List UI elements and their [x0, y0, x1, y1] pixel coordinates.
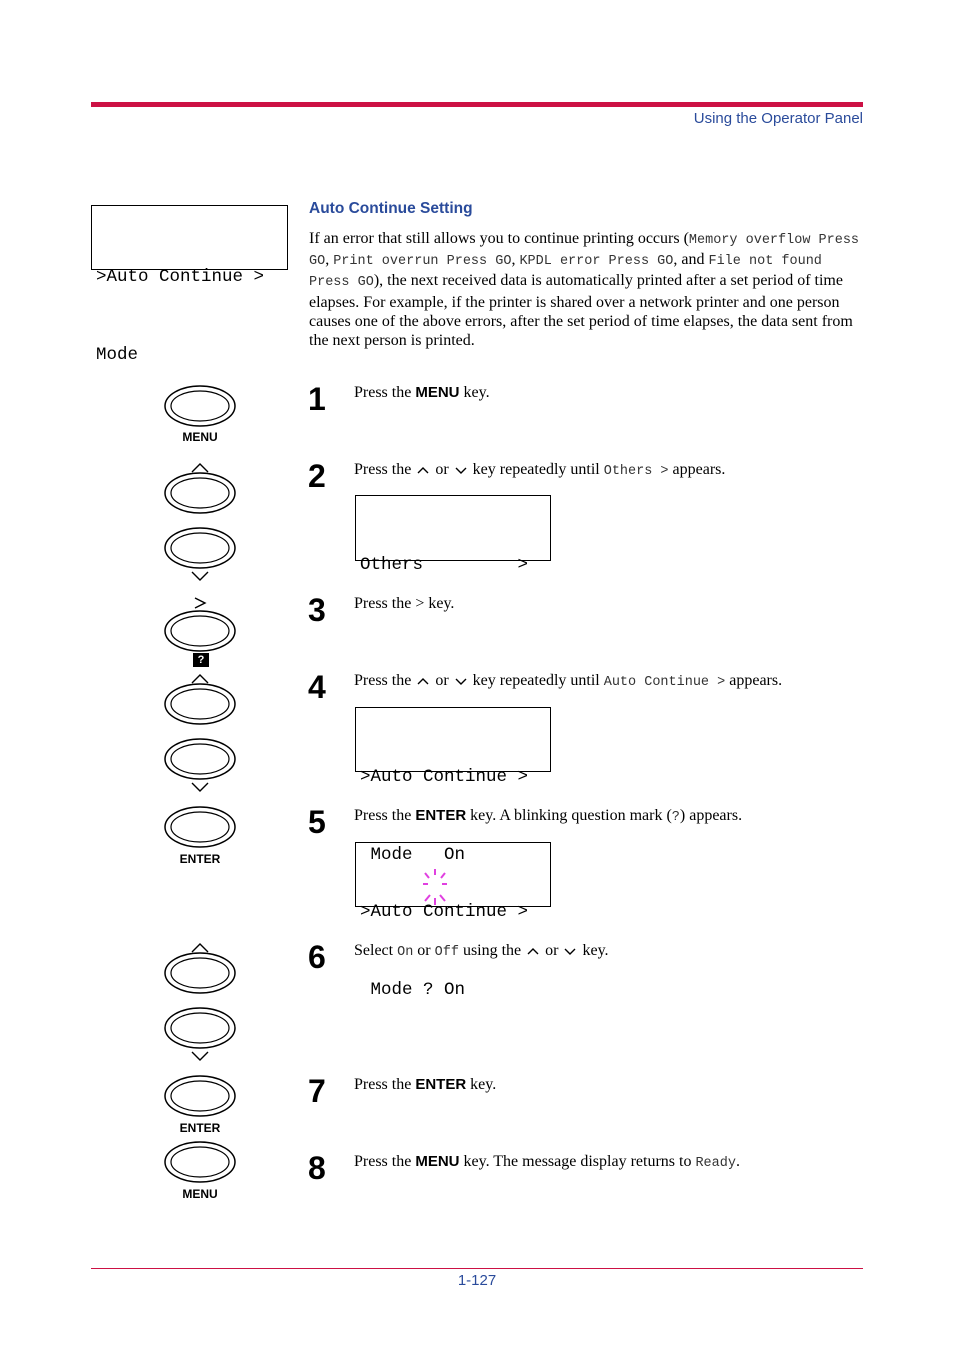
right-arrow-icon [192, 596, 208, 610]
step-number: 3 [308, 592, 326, 628]
step-text-part: Select [354, 942, 398, 959]
page-number: 1-127 [457, 1272, 497, 1289]
error-message-code: File not found Press GO [309, 254, 822, 291]
display-line-1: Others > [360, 555, 529, 575]
intro-text: , [511, 251, 520, 269]
up-key[interactable] [164, 683, 236, 725]
display-line-2: Mode On [360, 845, 466, 865]
step-text-part: Press the [354, 461, 416, 478]
display-line-1: >Auto Continue > [360, 767, 529, 787]
right-key[interactable] [164, 610, 236, 652]
display-others [355, 495, 551, 575]
display-line-2: Mode [96, 345, 139, 365]
step-text-part: using the [458, 942, 526, 959]
step-number: 2 [308, 458, 326, 494]
display-message-code: ? [671, 810, 680, 825]
menu-key-label: MENU [182, 1187, 218, 1201]
step-text: Press the > key. [354, 595, 455, 612]
question-key-badge: ? [193, 653, 209, 667]
step-text [354, 460, 725, 482]
display-message-code: Others > [603, 464, 669, 479]
down-arrow-icon [190, 781, 210, 793]
display-line-1: >Auto Continue > [96, 267, 265, 287]
down-arrow-icon [453, 464, 469, 476]
step-text-part: Press the [354, 672, 416, 689]
header-rule [91, 102, 863, 107]
step-text-part: or [431, 461, 453, 478]
display-line-2: Mode ? On [360, 980, 466, 1000]
step-number: 4 [308, 669, 326, 705]
footer-rule [91, 1268, 863, 1269]
down-arrow-icon [190, 1050, 210, 1062]
menu-key[interactable] [164, 385, 236, 427]
up-key[interactable] [164, 472, 236, 514]
key-name: ENTER [415, 807, 467, 824]
step-text [354, 383, 490, 403]
sidebar-display [91, 205, 288, 365]
option-on-code: On [397, 945, 414, 960]
step-text-part: Press the [354, 384, 416, 401]
section-title: Auto Continue Setting [309, 200, 473, 217]
step-text-part: appears. [725, 672, 783, 689]
step-text-part: or [541, 942, 563, 959]
step-number: 7 [308, 1073, 326, 1109]
step-text-part: or [413, 942, 435, 959]
up-arrow-icon [415, 464, 431, 476]
key-name: ENTER [415, 1076, 467, 1093]
step-text-part: key. [578, 942, 609, 959]
down-arrow-icon [190, 570, 210, 582]
step-text-part: key. [466, 1076, 497, 1093]
step-text-part: ) appears. [679, 807, 743, 824]
step-text-part: appears. [668, 461, 726, 478]
step-text-part: Press the [354, 1076, 416, 1093]
display-message-code: Ready [695, 1156, 736, 1171]
down-arrow-icon [453, 675, 469, 687]
step-text-part: Press the [354, 1153, 416, 1170]
intro-text: , and [673, 251, 709, 269]
step-number: 1 [308, 381, 326, 417]
down-key[interactable] [164, 738, 236, 780]
error-message-code: Print overrun Press GO [333, 254, 512, 270]
step-text-part: key. A blinking question mark ( [466, 807, 672, 824]
step-text [354, 1075, 496, 1095]
intro-text: If an error that still allows you to continue printing occurs ( [309, 230, 689, 247]
step-text [354, 671, 782, 693]
up-key[interactable] [164, 952, 236, 994]
step-text-part: or [431, 672, 453, 689]
up-arrow-icon [525, 945, 541, 957]
down-key[interactable] [164, 1007, 236, 1049]
display-message-code: Auto Continue > [603, 675, 726, 690]
running-header: Using the Operator Panel [693, 110, 863, 127]
step-text [354, 1152, 740, 1174]
display-line-1: >Auto Continue > [360, 902, 529, 922]
enter-key[interactable] [164, 806, 236, 848]
step-text-part: key. The message display returns to [459, 1153, 696, 1170]
key-name: MENU [415, 1153, 460, 1170]
enter-key-label: ENTER [179, 852, 221, 866]
enter-key-label: ENTER [179, 1121, 221, 1135]
up-arrow-icon [415, 675, 431, 687]
error-message-code: Memory overflow Press GO [309, 233, 860, 270]
step-text-part: key. [459, 384, 490, 401]
option-off-code: Off [434, 945, 459, 960]
down-key[interactable] [164, 527, 236, 569]
display-line-2 [360, 630, 546, 656]
step-number: 8 [308, 1150, 326, 1186]
step-text-part: Press the [354, 807, 416, 824]
step-number: 5 [308, 804, 326, 840]
step-number: 6 [308, 939, 326, 975]
intro-text: , [325, 251, 334, 269]
step-text-part: key repeatedly until [468, 461, 604, 478]
intro-paragraph [309, 229, 865, 350]
error-message-code: KPDL error Press GO [519, 254, 674, 270]
step-text [354, 941, 609, 963]
blink-indicator-icon [420, 868, 450, 906]
down-arrow-icon [562, 945, 578, 957]
menu-key-label: MENU [182, 430, 218, 444]
step-text-part: . [735, 1153, 740, 1170]
enter-key[interactable] [164, 1075, 236, 1117]
menu-key[interactable] [164, 1141, 236, 1183]
key-name: MENU [415, 384, 460, 401]
intro-text: ), the next received data is automatically printed after a set period of time elapses. For example, if the printer is shared over a network printer and one person causes one of the above errors, after the set period of time elapses, the data sent from the next person is printed. [309, 272, 853, 350]
step-text [354, 806, 742, 828]
step-text-part: key repeatedly until [468, 672, 604, 689]
